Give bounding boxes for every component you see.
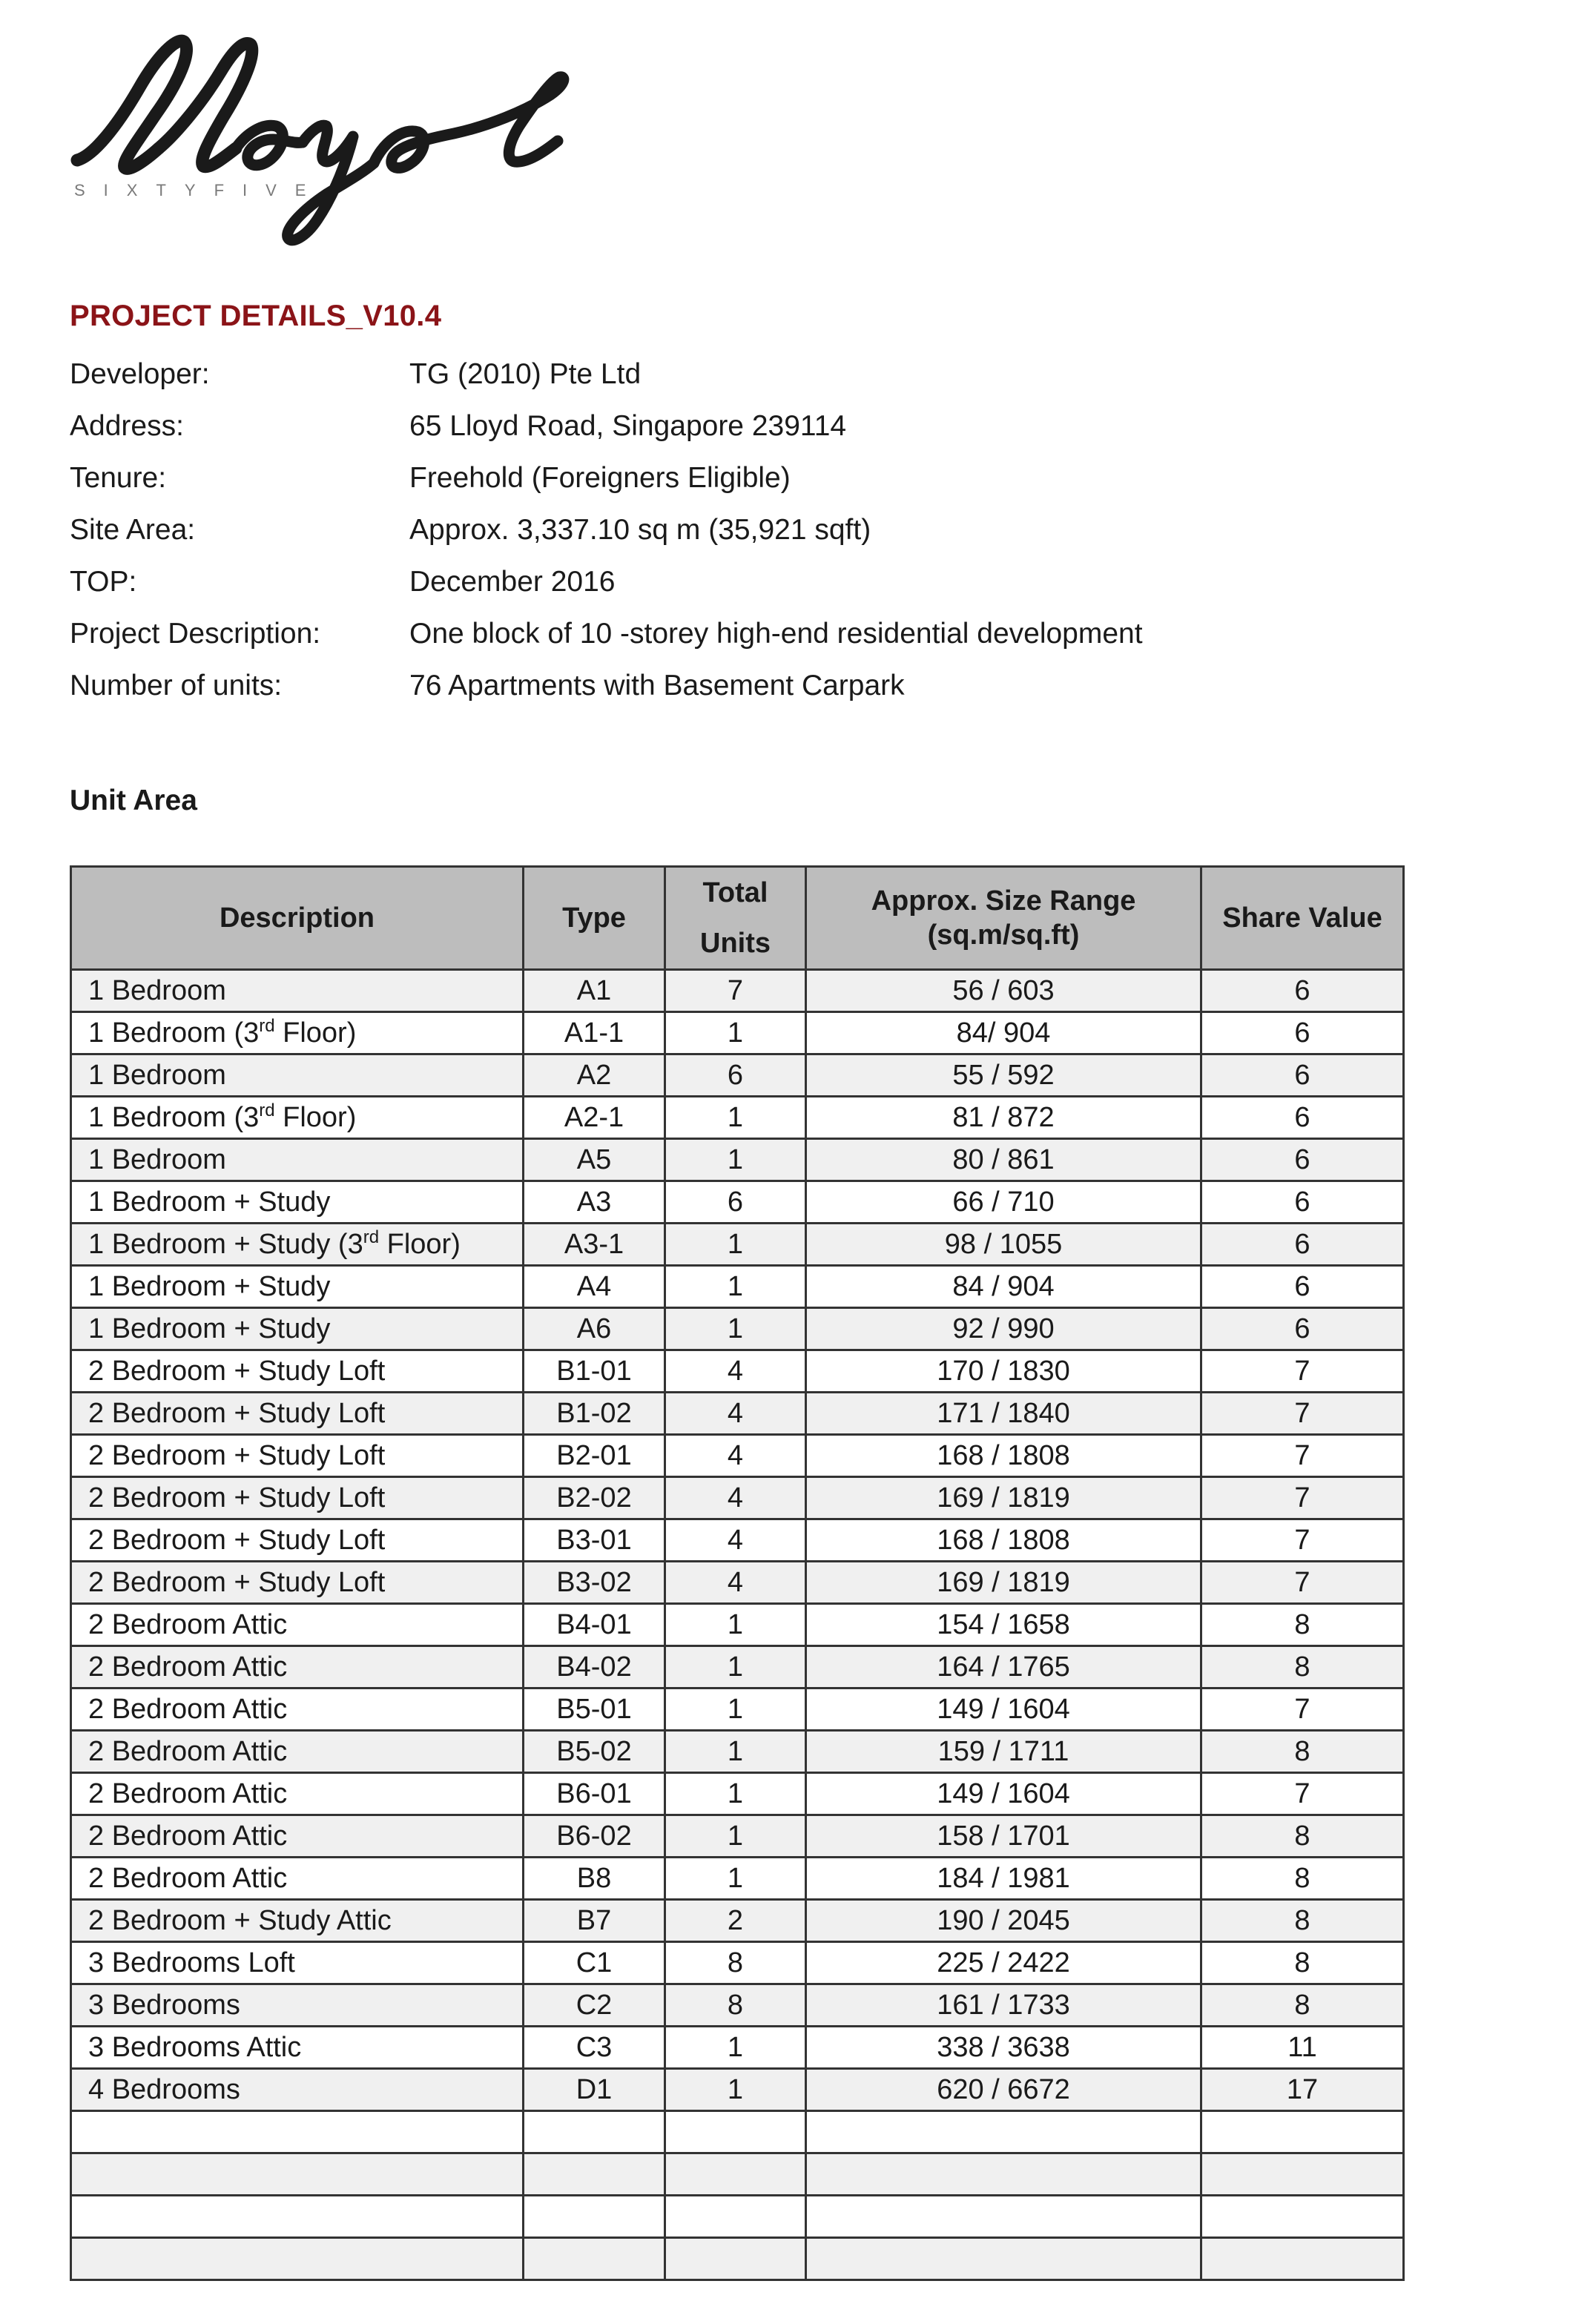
cell-size-range: 149 / 1604: [806, 1688, 1201, 1731]
table-row: [71, 1054, 1404, 1097]
section-title-unit-area: Unit Area: [70, 785, 197, 816]
cell-description: 3 Bedrooms Loft: [71, 1942, 524, 1984]
cell-share-value: [1201, 2111, 1404, 2153]
cell-description: 1 Bedroom (3rd Floor): [71, 1012, 524, 1054]
table-row: [71, 1308, 1404, 1350]
cell-size-range: [806, 2153, 1201, 2196]
table-row: [71, 2027, 1404, 2069]
cell-type: B7: [524, 1900, 665, 1942]
col-header-share-value: Share Value: [1201, 867, 1404, 970]
cell-size-range: [806, 2111, 1201, 2153]
cell-description: [71, 2196, 524, 2238]
cell-type: A2-1: [524, 1097, 665, 1139]
cell-type: B4-02: [524, 1646, 665, 1688]
col-header-size-range: Approx. Size Range (sq.m/sq.ft): [806, 867, 1201, 970]
cell-total-units: 8: [665, 1942, 806, 1984]
detail-row-project-description: [70, 608, 1479, 660]
cell-total-units: 2: [665, 1900, 806, 1942]
cell-share-value: 6: [1201, 1308, 1404, 1350]
cell-share-value: 6: [1201, 1012, 1404, 1054]
cell-size-range: 56 / 603: [806, 970, 1201, 1012]
table-row: [71, 970, 1404, 1012]
cell-total-units: 1: [665, 1604, 806, 1646]
cell-size-range: 620 / 6672: [806, 2069, 1201, 2111]
cell-share-value: 7: [1201, 1350, 1404, 1393]
cell-total-units: 6: [665, 1181, 806, 1224]
table-row: [71, 1139, 1404, 1181]
cell-type: A5: [524, 1139, 665, 1181]
cell-description: 2 Bedroom Attic: [71, 1688, 524, 1731]
cell-size-range: 55 / 592: [806, 1054, 1201, 1097]
table-row: [71, 1350, 1404, 1393]
cell-type: A1-1: [524, 1012, 665, 1054]
cell-share-value: 8: [1201, 1942, 1404, 1984]
cell-share-value: 8: [1201, 1731, 1404, 1773]
cell-type: [524, 2153, 665, 2196]
cell-total-units: 1: [665, 1139, 806, 1181]
cell-description: [71, 2153, 524, 2196]
cell-size-range: 80 / 861: [806, 1139, 1201, 1181]
cell-total-units: [665, 2238, 806, 2280]
cell-description: 1 Bedroom: [71, 1139, 524, 1181]
table-row: [71, 1731, 1404, 1773]
cell-share-value: 8: [1201, 1984, 1404, 2027]
cell-type: A3-1: [524, 1224, 665, 1266]
cell-total-units: 1: [665, 1646, 806, 1688]
cell-size-range: 84/ 904: [806, 1012, 1201, 1054]
cell-size-range: 158 / 1701: [806, 1815, 1201, 1858]
cell-share-value: 8: [1201, 1900, 1404, 1942]
cell-total-units: 4: [665, 1519, 806, 1562]
cell-share-value: 6: [1201, 970, 1404, 1012]
cell-type: B2-01: [524, 1435, 665, 1477]
cell-size-range: 92 / 990: [806, 1308, 1201, 1350]
cell-description: [71, 2111, 524, 2153]
cell-total-units: 1: [665, 1773, 806, 1815]
cell-share-value: 8: [1201, 1604, 1404, 1646]
cell-share-value: 11: [1201, 2027, 1404, 2069]
cell-description: 1 Bedroom: [71, 970, 524, 1012]
unit-area-table: [70, 865, 1405, 2281]
table-row: [71, 1012, 1404, 1054]
cell-type: B5-01: [524, 1688, 665, 1731]
cell-size-range: 184 / 1981: [806, 1858, 1201, 1900]
cell-description: 1 Bedroom (3rd Floor): [71, 1097, 524, 1139]
cell-type: C3: [524, 2027, 665, 2069]
cell-total-units: 1: [665, 1308, 806, 1350]
cell-description: 2 Bedroom + Study Attic: [71, 1900, 524, 1942]
table-row: [71, 1393, 1404, 1435]
cell-size-range: [806, 2196, 1201, 2238]
cell-type: B5-02: [524, 1731, 665, 1773]
cell-total-units: 1: [665, 1858, 806, 1900]
cell-type: A3: [524, 1181, 665, 1224]
cell-description: 2 Bedroom + Study Loft: [71, 1435, 524, 1477]
cell-total-units: 4: [665, 1393, 806, 1435]
cell-total-units: 1: [665, 1815, 806, 1858]
cell-total-units: 4: [665, 1477, 806, 1519]
cell-size-range: 225 / 2422: [806, 1942, 1201, 1984]
table-row: [71, 1266, 1404, 1308]
cell-total-units: 6: [665, 1054, 806, 1097]
cell-type: A2: [524, 1054, 665, 1097]
cell-share-value: 8: [1201, 1815, 1404, 1858]
cell-total-units: 1: [665, 2027, 806, 2069]
cell-description: 1 Bedroom + Study: [71, 1266, 524, 1308]
table-row: [71, 1815, 1404, 1858]
cell-size-range: 169 / 1819: [806, 1562, 1201, 1604]
table-row: [71, 1688, 1404, 1731]
detail-label: TOP:: [70, 566, 137, 598]
col-header-description: Description: [71, 867, 524, 970]
cell-share-value: 17: [1201, 2069, 1404, 2111]
cell-type: B6-01: [524, 1773, 665, 1815]
cell-total-units: 4: [665, 1562, 806, 1604]
cell-description: 1 Bedroom: [71, 1054, 524, 1097]
cell-total-units: [665, 2196, 806, 2238]
cell-total-units: 1: [665, 1266, 806, 1308]
cell-size-range: 161 / 1733: [806, 1984, 1201, 2027]
cell-type: B2-02: [524, 1477, 665, 1519]
cell-type: B8: [524, 1858, 665, 1900]
table-row: [71, 2153, 1404, 2196]
detail-label: Number of units:: [70, 670, 283, 702]
detail-value: Approx. 3,337.10 sq m (35,921 sqft): [409, 514, 871, 546]
table-row: [71, 1562, 1404, 1604]
table-row: [71, 1858, 1404, 1900]
table-row: [71, 2238, 1404, 2280]
cell-size-range: [806, 2238, 1201, 2280]
detail-row-site-area: [70, 504, 1479, 556]
cell-description: 2 Bedroom + Study Loft: [71, 1562, 524, 1604]
cell-type: B3-01: [524, 1519, 665, 1562]
detail-value: TG (2010) Pte Ltd: [409, 358, 642, 390]
col-header-type: Type: [524, 867, 665, 970]
cell-description: 2 Bedroom Attic: [71, 1815, 524, 1858]
detail-row-developer: [70, 349, 1479, 400]
cell-size-range: 171 / 1840: [806, 1393, 1201, 1435]
table-row: [71, 1097, 1404, 1139]
cell-type: [524, 2196, 665, 2238]
table-row: [71, 2069, 1404, 2111]
table-row: [71, 2111, 1404, 2153]
cell-type: B3-02: [524, 1562, 665, 1604]
cell-type: C1: [524, 1942, 665, 1984]
cell-size-range: 81 / 872: [806, 1097, 1201, 1139]
cell-share-value: 7: [1201, 1773, 1404, 1815]
detail-row-address: [70, 400, 1479, 452]
table-row: [71, 1773, 1404, 1815]
table-row: [71, 1435, 1404, 1477]
cell-total-units: 1: [665, 1097, 806, 1139]
cell-description: 4 Bedrooms: [71, 2069, 524, 2111]
cell-size-range: 170 / 1830: [806, 1350, 1201, 1393]
cell-type: B6-02: [524, 1815, 665, 1858]
table-row: [71, 1477, 1404, 1519]
cell-size-range: 168 / 1808: [806, 1519, 1201, 1562]
cell-total-units: 4: [665, 1350, 806, 1393]
cell-description: 2 Bedroom + Study Loft: [71, 1519, 524, 1562]
detail-label: Address:: [70, 410, 184, 442]
detail-value: 65 Lloyd Road, Singapore 239114: [409, 410, 847, 442]
cell-total-units: [665, 2111, 806, 2153]
detail-value: 76 Apartments with Basement Carpark: [409, 670, 905, 702]
cell-total-units: 1: [665, 1731, 806, 1773]
cell-total-units: 1: [665, 1224, 806, 1266]
cell-type: C2: [524, 1984, 665, 2027]
cell-type: D1: [524, 2069, 665, 2111]
table-row: [71, 1942, 1404, 1984]
cell-type: A6: [524, 1308, 665, 1350]
cell-share-value: 8: [1201, 1646, 1404, 1688]
cell-size-range: 84 / 904: [806, 1266, 1201, 1308]
detail-value: One block of 10 -storey high-end residential development: [409, 618, 1143, 650]
cell-size-range: 164 / 1765: [806, 1646, 1201, 1688]
cell-share-value: [1201, 2238, 1404, 2280]
cell-share-value: [1201, 2153, 1404, 2196]
detail-row-tenure: [70, 452, 1479, 504]
cell-description: 2 Bedroom Attic: [71, 1604, 524, 1646]
cell-size-range: 190 / 2045: [806, 1900, 1201, 1942]
cell-size-range: 168 / 1808: [806, 1435, 1201, 1477]
lloyd-sixtyfive-logo: [68, 15, 587, 252]
detail-row-number-of-units: [70, 660, 1479, 712]
cell-size-range: 149 / 1604: [806, 1773, 1201, 1815]
cell-share-value: 6: [1201, 1224, 1404, 1266]
cell-description: 1 Bedroom + Study: [71, 1181, 524, 1224]
cell-type: B1-02: [524, 1393, 665, 1435]
cell-description: 3 Bedrooms: [71, 1984, 524, 2027]
table-row: [71, 1604, 1404, 1646]
cell-description: 3 Bedrooms Attic: [71, 2027, 524, 2069]
cell-type: [524, 2111, 665, 2153]
detail-value: Freehold (Foreigners Eligible): [409, 462, 791, 494]
cell-total-units: 1: [665, 1688, 806, 1731]
detail-label: Site Area:: [70, 514, 196, 546]
cell-description: 1 Bedroom + Study: [71, 1308, 524, 1350]
cell-size-range: 169 / 1819: [806, 1477, 1201, 1519]
cell-share-value: 7: [1201, 1562, 1404, 1604]
cell-description: 2 Bedroom Attic: [71, 1646, 524, 1688]
table-header-row: [71, 867, 1404, 970]
table-row: [71, 1519, 1404, 1562]
cell-type: A1: [524, 970, 665, 1012]
cell-type: [524, 2238, 665, 2280]
cell-total-units: 7: [665, 970, 806, 1012]
cell-description: 2 Bedroom + Study Loft: [71, 1393, 524, 1435]
cell-description: 2 Bedroom Attic: [71, 1773, 524, 1815]
table-row: [71, 1984, 1404, 2027]
cell-total-units: [665, 2153, 806, 2196]
table-row: [71, 1900, 1404, 1942]
cell-description: 2 Bedroom + Study Loft: [71, 1350, 524, 1393]
svg-text:SIXTYFIVE: SIXTYFIVE: [74, 181, 325, 199]
cell-share-value: 6: [1201, 1266, 1404, 1308]
cell-share-value: 6: [1201, 1097, 1404, 1139]
cell-share-value: 7: [1201, 1477, 1404, 1519]
cell-type: B4-01: [524, 1604, 665, 1646]
cell-description: 2 Bedroom + Study Loft: [71, 1477, 524, 1519]
cell-type: B1-01: [524, 1350, 665, 1393]
cell-size-range: 154 / 1658: [806, 1604, 1201, 1646]
cell-total-units: 1: [665, 2069, 806, 2111]
cell-share-value: 7: [1201, 1688, 1404, 1731]
detail-label: Developer:: [70, 358, 210, 390]
cell-type: A4: [524, 1266, 665, 1308]
cell-share-value: 6: [1201, 1054, 1404, 1097]
cell-description: 2 Bedroom Attic: [71, 1858, 524, 1900]
detail-value: December 2016: [409, 566, 616, 598]
table-row: [71, 1646, 1404, 1688]
cell-share-value: 7: [1201, 1519, 1404, 1562]
detail-label: Tenure:: [70, 462, 167, 494]
cell-share-value: [1201, 2196, 1404, 2238]
table-row: [71, 1224, 1404, 1266]
cell-size-range: 159 / 1711: [806, 1731, 1201, 1773]
detail-label: Project Description:: [70, 618, 321, 650]
project-details: [70, 349, 1479, 712]
cell-share-value: 8: [1201, 1858, 1404, 1900]
detail-row-top: [70, 556, 1479, 608]
cell-description: [71, 2238, 524, 2280]
table-row: [71, 2196, 1404, 2238]
cell-size-range: 98 / 1055: [806, 1224, 1201, 1266]
col-header-total-units: Total Units: [665, 867, 806, 970]
cell-share-value: 7: [1201, 1435, 1404, 1477]
cell-total-units: 1: [665, 1012, 806, 1054]
cell-description: 1 Bedroom + Study (3rd Floor): [71, 1224, 524, 1266]
cell-size-range: 338 / 3638: [806, 2027, 1201, 2069]
cell-share-value: 6: [1201, 1181, 1404, 1224]
cell-description: 2 Bedroom Attic: [71, 1731, 524, 1773]
cell-total-units: 4: [665, 1435, 806, 1477]
cell-share-value: 7: [1201, 1393, 1404, 1435]
cell-total-units: 8: [665, 1984, 806, 2027]
cell-size-range: 66 / 710: [806, 1181, 1201, 1224]
page-title: PROJECT DETAILS_V10.4: [70, 300, 442, 332]
cell-share-value: 6: [1201, 1139, 1404, 1181]
table-row: [71, 1181, 1404, 1224]
